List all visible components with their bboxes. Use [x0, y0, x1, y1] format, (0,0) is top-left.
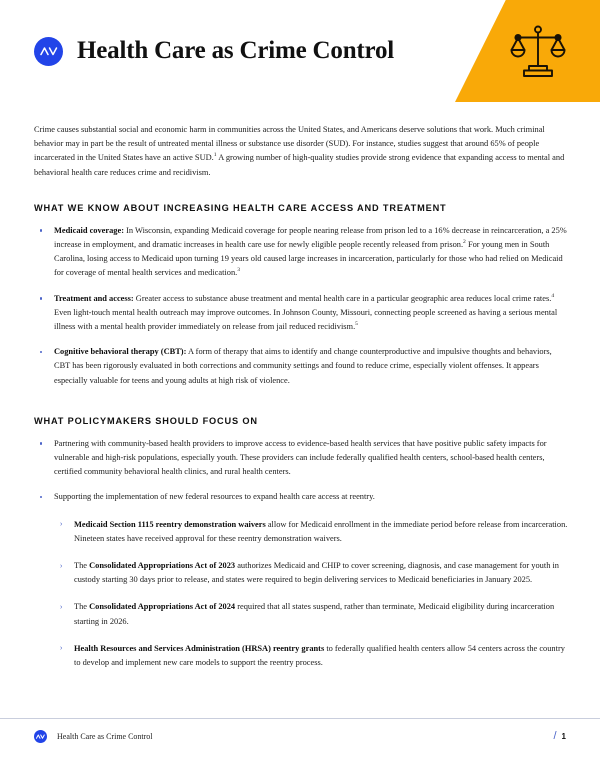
- subbullet-lead-label: Consolidated Appropriations Act of 2024: [89, 602, 236, 612]
- intro-text-after: A growing number of high-quality studies provide strong evidence that expanding access to mental and behavioral health care reduces crime and recidivism.: [34, 153, 565, 177]
- section-heading-what-we-know: WHAT WE KNOW ABOUT INCREASING HEALTH CARE ACCESS AND TREATMENT: [34, 202, 447, 213]
- list-item: [34, 292, 568, 335]
- bullet-body: Partnering with community-based health providers to improve access to evidence-based health services that have positive public safety impacts for vulnerable and high-risk populations, especially youth. These providers can include federally qualified health centers, school-based health centers, certified community behavioral health clinics, and rural health centers.: [54, 438, 547, 477]
- bullet-lead-label: Cognitive behavioral therapy (CBT):: [54, 347, 187, 357]
- footer-content: [0, 718, 600, 754]
- section-2-sub-bullet-list: [34, 518, 568, 671]
- page-title: Health Care as Crime Control: [77, 37, 395, 64]
- subbullet-body: required that all states suspend, rather than terminate, Medicaid eligibility during incarceration starting in 2026.: [74, 602, 555, 626]
- intro-text: Crime causes substantial social and economic harm in communities across the United States, and Americans deserve solutions that work. Much criminal behavior may in part be the result of untreated mental illness or substance use disorder (SUD). For instance, studies suggest that around 65% of people incarcerated in the United States have an active SUD.: [34, 125, 545, 163]
- list-item: [34, 224, 568, 281]
- page-number: 1: [561, 731, 566, 741]
- chevron-right-icon: ›: [60, 603, 63, 611]
- bullet-body-after: Even light-touch mental health outreach may improve outcomes. In Johnson County, Missouri, connecting people screened as having a serious mental illness with a mental health provider immediately on release from jail reduced recidivism.: [54, 307, 558, 332]
- list-item: [34, 642, 568, 670]
- list-item: [34, 345, 568, 388]
- page-footer: [0, 718, 600, 776]
- scales-of-justice-icon: [510, 22, 566, 80]
- footnote-ref: 1: [213, 152, 217, 159]
- subbullet-lead-label: Health Resources and Services Administration (HRSA) reentry grants: [74, 643, 325, 653]
- list-item: [34, 518, 568, 546]
- section-heading-what-policymakers: WHAT POLICYMAKERS SHOULD FOCUS ON: [34, 415, 258, 426]
- document-body: [0, 103, 600, 670]
- bullet-dot-icon: [40, 442, 42, 444]
- subbullet-body: allow for Medicaid enrollment in the immediate period before release from incarceration. Nineteen states have received approval for these reentry demonstration waivers.: [74, 519, 568, 543]
- bullet-dot-icon: [40, 351, 42, 353]
- list-item: [34, 600, 568, 628]
- bullet-body: Supporting the implementation of new federal resources to expand health care access at reentry.: [54, 492, 375, 502]
- bullet-body: A form of therapy that aims to identify and change counterproductive and impulsive thoughts and behaviors, CBT has been rigorously evaluated in both corrections and community settings and found to reduce crime, especially violent offenses. It appears especially valuable for teens and young adults at high risk of violence.: [54, 347, 552, 385]
- bullet-lead-label: Treatment and access:: [54, 293, 134, 303]
- list-item: [34, 437, 568, 480]
- subbullet-lead-label: Consolidated Appropriations Act of 2023: [89, 561, 236, 571]
- bullet-dot-icon: [40, 229, 42, 231]
- intro-paragraph: [34, 123, 568, 180]
- bullet-lead-label: Medicaid coverage:: [54, 225, 124, 235]
- footnote-ref: 2: [463, 239, 466, 246]
- chevron-right-icon: ›: [60, 521, 63, 529]
- av-monogram-logo-icon: [34, 37, 63, 66]
- subbullet-prefix: The: [74, 561, 90, 571]
- chevron-right-icon: ›: [60, 645, 63, 653]
- subbullet-body: authorizes Medicaid and CHIP to cover screening, diagnosis, and case management for youth in custody starting 30 days prior to release, and states were required to begin delivering services to Medicaid beneficiaries in January 2025.: [74, 561, 559, 585]
- section-2-bullet-list: [34, 437, 568, 505]
- footnote-ref: 4: [551, 292, 555, 299]
- bullet-dot-icon: [40, 496, 42, 498]
- footer-document-title: Health Care as Crime Control: [57, 731, 153, 741]
- bullet-body: Greater access to substance abuse treatment and mental health care in a particular geographic area reduces local crime rates.: [133, 293, 552, 303]
- subbullet-body: to federally qualified health centers allow 54 centers across the country to develop and implement new care models to support the reentry process.: [74, 643, 565, 668]
- av-monogram-logo-icon: [34, 730, 47, 743]
- list-item: [34, 559, 568, 587]
- page-header: [0, 0, 600, 102]
- footnote-ref: 3: [237, 267, 241, 274]
- list-item: [34, 490, 568, 504]
- subbullet-prefix: The: [74, 602, 90, 612]
- bullet-body-after: For young men in South Carolina, losing access to Medicaid upon turning 19 years old caused large increases in incarceration, particularly for those who had relied on Medicaid for coverage of mental health services and medication.: [54, 240, 563, 278]
- bullet-body: In Wisconsin, expanding Medicaid coverage for people nearing release from prison led to a 16% decrease in reincarceration, a 25% increase in employment, and dramatic increases in health care use for newly eligible people recently released from prison.: [54, 225, 567, 250]
- bullet-dot-icon: [40, 297, 42, 299]
- footnote-ref: 5: [355, 321, 358, 328]
- page-number-slash: /: [553, 730, 557, 742]
- section-1-bullet-list: [34, 224, 568, 388]
- subbullet-lead-label: Medicaid Section 1115 reentry demonstration waivers: [74, 519, 266, 529]
- chevron-right-icon: ›: [60, 562, 63, 570]
